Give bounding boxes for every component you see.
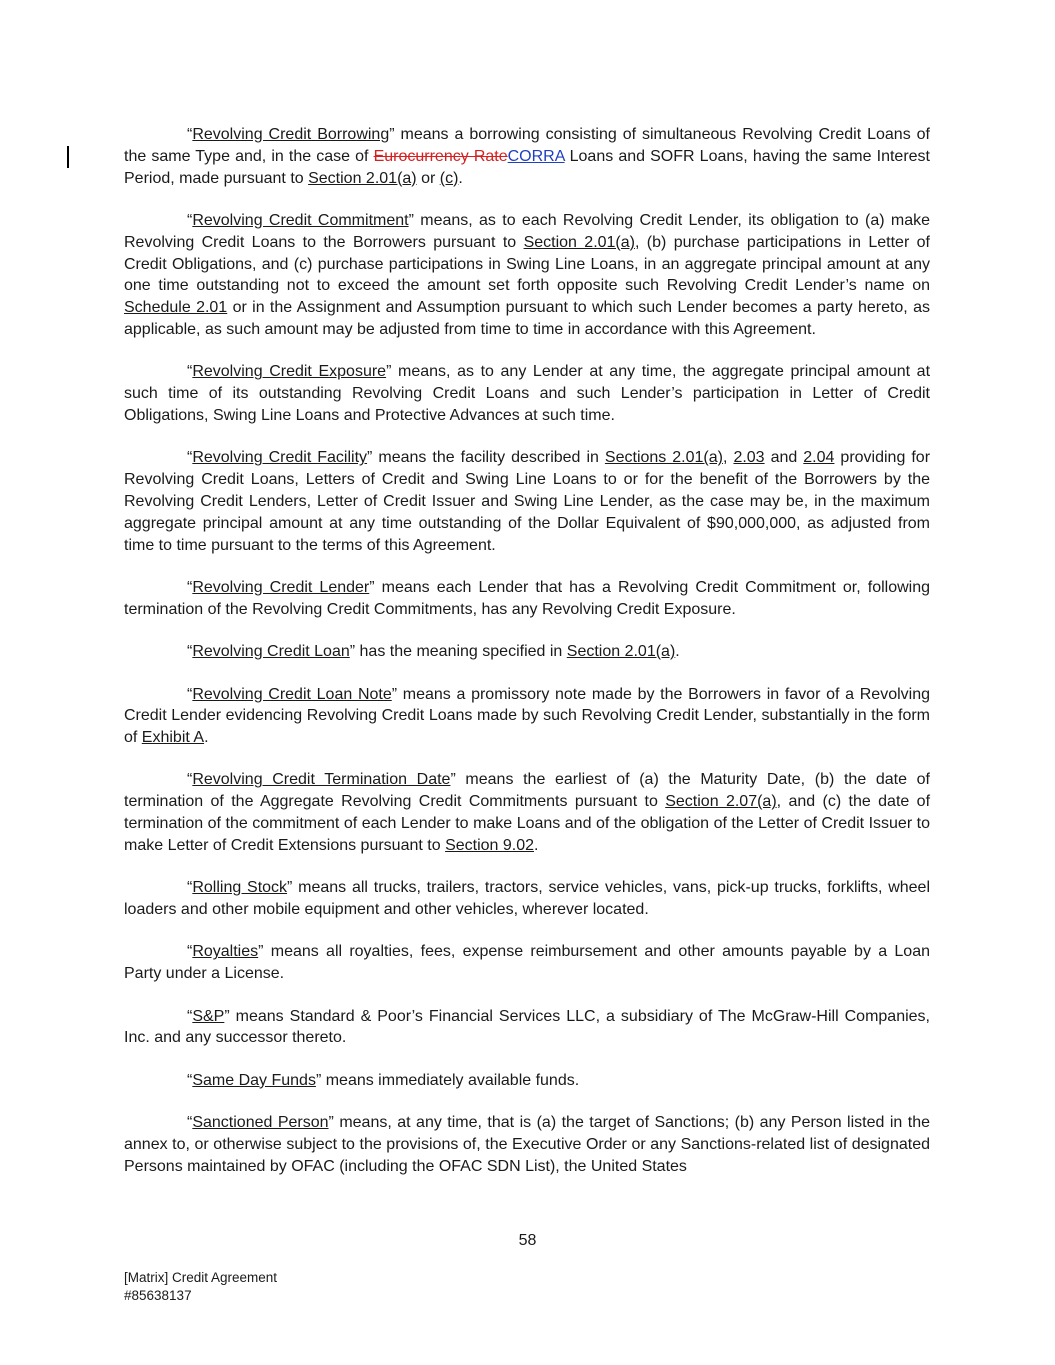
cross-reference: Section 2.01(a) [523, 233, 635, 251]
cross-reference: Section 2.01(a) [308, 169, 417, 187]
definition-revolving-credit-facility: “Revolving Credit Facility” means the facility described in Sections 2.01(a), 2.03 and 2.04 providing for Revolving Credit Loans, Letters of Credit and Swing Line Loans to or for the benefit of the Borrowers by the Revolving Credit Lenders, Letter of Credit Issuer and Swing Line Lender, as the case may be, in the maximum aggregate principal amount at any time outstanding of the Dollar Equivalent of $90,000,000, as adjusted from time to time pursuant to the terms of this Agreement. [124, 449, 931, 554]
page-body [124, 124, 930, 1198]
definition-sanctioned-person: “Sanctioned Person” means, at any time, that is (a) the target of Sanctions; (b) any Person listed in the annex to, or otherwise subject to the provisions of, the Executive Order or any Sanctions-related list of designated Persons maintained by OFAC (including the OFAC SDN List), the United States [124, 1114, 931, 1175]
defined-term: Revolving Credit Lender [192, 578, 370, 596]
definition-revolving-credit-commitment: “Revolving Credit Commitment” means, as to each Revolving Credit Lender, its obligation to (a) make Revolving Credit Loans to the Borrowers pursuant to Section 2.01(a), (b) purchase participations in Letter of Credit Obligations, and (c) purchase participations in Swing Line Loans, in an aggregate principal amount at any one time outstanding not to exceed the amount set forth opposite such Revolving Credit Lender’s name on Schedule 2.01 or in the Assignment and Assumption pursuant to which such Lender becomes a party hereto, as applicable, as such amount may be adjusted from time to time in accordance with this Agreement. [124, 211, 931, 338]
cross-reference: Section 2.07(a) [665, 793, 777, 811]
inserted-text: CORRA [507, 147, 565, 165]
cross-reference: 2.04 [803, 449, 835, 467]
defined-term: Revolving Credit Exposure [192, 363, 387, 381]
defined-term: Revolving Credit Loan [192, 643, 350, 661]
cross-reference: (c) [439, 169, 459, 187]
cross-reference: Section 2.01(a) [566, 643, 676, 661]
defined-term: Revolving Credit Borrowing [192, 126, 390, 143]
definition-revolving-credit-loan: “Revolving Credit Loan” has the meaning specified in Section 2.01(a). [187, 643, 680, 661]
cross-reference: Sections 2.01(a) [604, 449, 723, 467]
defined-term: S&P [192, 1007, 225, 1025]
definition-revolving-credit-loan-note: “Revolving Credit Loan Note” means a promissory note made by the Borrowers in favor of a Revolving Credit Lender evidencing Revolving Credit Loans made by such Revolving Credit Lender, substantially in the form of Exhibit A. [124, 685, 930, 747]
page-number: 58 [518, 1232, 537, 1249]
defined-term: Revolving Credit Facility [192, 449, 368, 467]
defined-term: Revolving Credit Termination Date [192, 771, 451, 789]
revision-change-bar [67, 146, 69, 168]
definition-revolving-credit-lender: “Revolving Credit Lender” means each Lender that has a Revolving Credit Commitment or, following termination of the Revolving Credit Commitments, has any Revolving Credit Exposure. [124, 578, 931, 618]
footer-doc-id: #85638137 [124, 1288, 192, 1303]
defined-term: Royalties [192, 943, 259, 961]
defined-term: Sanctioned Person [192, 1114, 329, 1132]
defined-term: Rolling Stock [192, 879, 288, 897]
document-footer [124, 1269, 277, 1305]
cross-reference: Schedule 2.01 [124, 299, 228, 317]
footer-title: [Matrix] Credit Agreement [124, 1270, 278, 1285]
definition-revolving-credit-termination-date: “Revolving Credit Termination Date” means the earliest of (a) the Maturity Date, (b) the date of termination of the Aggregate Revolving Credit Commitments pursuant to Section 2.07(a), and (c) the date of termination of the commitment of each Lender to make Loans and of the obligation of the Letter of Credit Issuer to make Letter of Credit Extensions pursuant to Section 9.02. [124, 771, 931, 854]
defined-term: Same Day Funds [192, 1071, 316, 1089]
deleted-text: Eurocurrency Rate [373, 147, 508, 165]
cross-reference: Exhibit A [141, 729, 205, 747]
definition-revolving-credit-borrowing: “Revolving Credit Borrowing” means a borrowing consisting of simultaneous Revolving Credit Loans of the same Type and, in the case of Eurocurrency RateCORRA Loans and SOFR Loans, having the same Interest Period, made pursuant to Section 2.01(a) or (c). [124, 126, 931, 187]
definition-s-and-p: “S&P” means Standard & Poor’s Financial Services LLC, a subsidiary of The McGraw-Hill Companies, Inc. and any successor thereto. [124, 1007, 930, 1047]
cross-reference: 2.03 [733, 449, 765, 467]
cross-reference: Section 9.02 [445, 836, 535, 854]
definition-same-day-funds: “Same Day Funds” means immediately available funds. [187, 1071, 580, 1089]
definition-rolling-stock: “Rolling Stock” means all trucks, trailers, tractors, service vehicles, vans, pick-up trucks, forklifts, wheel loaders and other mobile equipment and other vehicles, wherever located. [124, 879, 930, 919]
definition-revolving-credit-exposure: “Revolving Credit Exposure” means, as to any Lender at any time, the aggregate principal amount at such time of its outstanding Revolving Credit Loans and such Lender’s participation in Letter of Credit Obligations, Swing Line Loans and Protective Advances at such time. [124, 363, 931, 424]
defined-term: Revolving Credit Commitment [192, 211, 409, 229]
defined-term: Revolving Credit Loan Note [192, 685, 392, 703]
definition-royalties: “Royalties” means all royalties, fees, expense reimbursement and other amounts payable by a Loan Party under a License. [124, 943, 930, 983]
